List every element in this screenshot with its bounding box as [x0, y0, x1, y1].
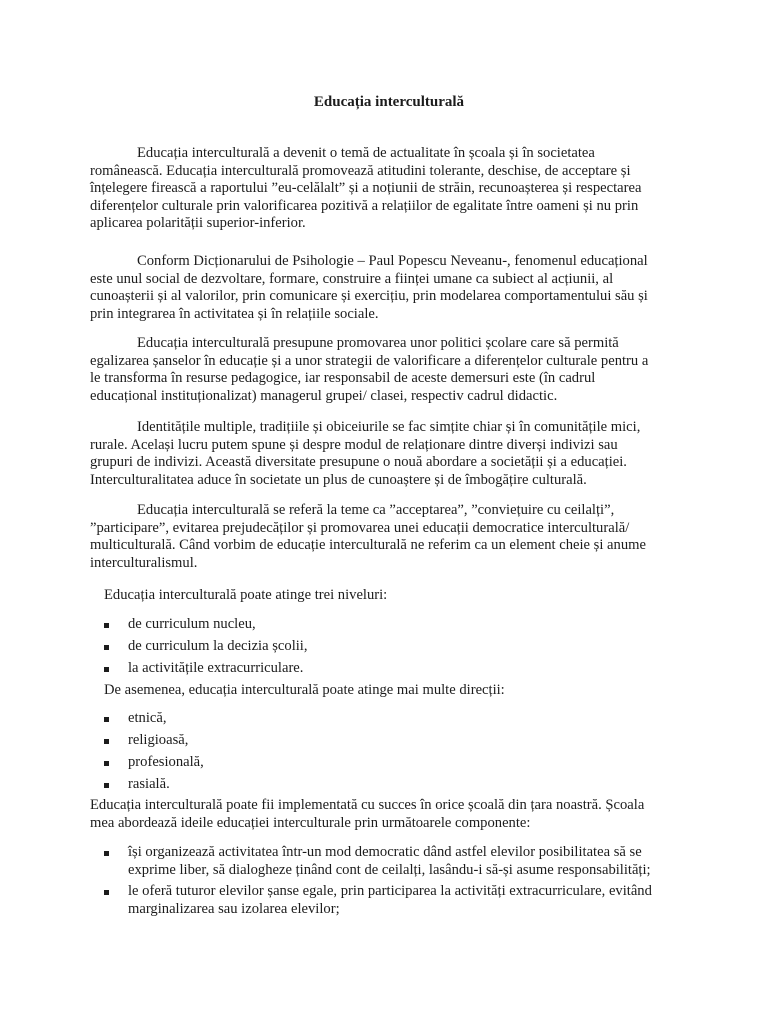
- paragraph-line: Educația interculturală se referă la teme ca ”acceptarea”, ”conviețuire cu ceilalți”,: [137, 502, 615, 518]
- bullet-square-icon: [104, 890, 109, 895]
- paragraph-line: prin integrarea în activitatea și în relațiile sociale.: [90, 305, 379, 322]
- list-item: [104, 710, 688, 732]
- paragraph-4: [90, 419, 688, 489]
- list-item: [104, 844, 688, 879]
- bullet-square-icon: [104, 717, 109, 722]
- bullet-square-icon: [104, 851, 109, 856]
- list-item-text: rasială.: [128, 776, 170, 792]
- paragraph-line: egalizarea șanselor în educație și a unor strategii de valorificare a diferențelor culturale pentru a: [90, 352, 649, 369]
- list-item-line: își organizează activitatea într-un mod democratic dând astfel elevilor posibilitatea să se: [128, 844, 642, 860]
- list-item: [104, 883, 688, 918]
- list-item-text: de curriculum la decizia școlii,: [128, 638, 308, 654]
- paragraph-line: le transforma în resurse pedagogice, iar responsabil de aceste demersuri este (în cadrul: [90, 370, 596, 387]
- paragraph-line: înțelegere firească a raportului ”eu-celălalt” și a noțiunii de străin, recunoașterea și respectarea: [90, 180, 642, 197]
- list-item-line: exprime liber, să dialogheze ținând cont de ceilalți, lasându-i să-și asume responsabilități;: [128, 861, 651, 878]
- bullet-square-icon: [104, 783, 109, 788]
- paragraph-line: educațional instituționalizat) managerul grupei/ clasei, respectiv cadrul didactic.: [90, 387, 558, 404]
- paragraph-line: Educația interculturală poate atinge trei niveluri:: [104, 587, 388, 603]
- directions-intro: [90, 682, 688, 700]
- paragraph-line: grupuri de indivizi. Această diversitate presupune o nouă abordare a societății și a educației.: [90, 454, 627, 471]
- paragraph-line: este unul social de dezvoltare, formare, construire a ființei umane ca subiect al acțiunii, al: [90, 270, 614, 287]
- paragraph-line: Educația interculturală poate fii implementată cu succes în orice școală din țara noastră. Școala: [90, 797, 645, 813]
- paragraph-1: [90, 145, 688, 233]
- paragraph-line: diferențelor culturale prin valorificarea pozitivă a relațiilor de egalitate între oameni și nu prin: [90, 197, 639, 214]
- paragraph-line: românească. Educația interculturală promovează atitudini tolerante, deschise, de acceptare și: [90, 162, 631, 179]
- paragraph-line: ”participare”, evitarea prejudecăților și promovarea unei educații democratice interculturală/: [90, 519, 630, 536]
- paragraph-line: multiculturală. Când vorbim de educație interculturală ne referim ca un element cheie și anume: [90, 537, 646, 554]
- levels-list: [104, 616, 688, 682]
- list-item: [104, 776, 688, 798]
- list-item-text: profesională,: [128, 754, 204, 770]
- paragraph-line: mea abordează ideile educației interculturale prin următoarele componente:: [90, 814, 531, 831]
- list-item-text: de curriculum nucleu,: [128, 616, 256, 632]
- directions-list: [104, 710, 688, 798]
- document-title: Educația interculturală: [313, 94, 465, 110]
- paragraph-line: rurale. Același lucru putem spune și despre modul de relaționare dintre diverși indivizi sau: [90, 436, 618, 453]
- list-item-text: religioasă,: [128, 732, 189, 748]
- components-intro: [90, 797, 688, 832]
- components-list: [104, 844, 688, 922]
- bullet-square-icon: [104, 645, 109, 650]
- list-item-line: marginalizarea sau izolarea elevilor;: [128, 900, 340, 917]
- list-item: [104, 754, 688, 776]
- list-item-text: la activitățile extracurriculare.: [128, 660, 304, 676]
- paragraph-line: Interculturalitatea aduce în societate un plus de cunoaștere și de îmbogățire culturală.: [90, 471, 587, 488]
- list-item: [104, 616, 688, 638]
- list-item: [104, 660, 688, 682]
- paragraph-line: Conform Dicționarului de Psihologie – Paul Popescu Neveanu-, fenomenul educațional: [137, 253, 648, 269]
- list-item: [104, 638, 688, 660]
- bullet-square-icon: [104, 667, 109, 672]
- bullet-square-icon: [104, 761, 109, 766]
- paragraph-line: interculturalismul.: [90, 554, 198, 571]
- paragraph-2: [90, 253, 688, 323]
- levels-intro: [90, 587, 688, 605]
- paragraph-line: Educația interculturală presupune promovarea unor politici școlare care să permită: [137, 335, 619, 351]
- paragraph-3: [90, 335, 688, 405]
- paragraph-line: Educația interculturală a devenit o temă de actualitate în școala și în societatea: [137, 145, 595, 161]
- list-item-text: etnică,: [128, 710, 167, 726]
- paragraph-line: Identitățile multiple, tradițiile și obiceiurile se fac simțite chiar și în comunitățile mici,: [137, 419, 641, 435]
- paragraph-5: [90, 502, 688, 572]
- bullet-square-icon: [104, 739, 109, 744]
- bullet-square-icon: [104, 623, 109, 628]
- list-item-line: le oferă tuturor elevilor șanse egale, prin participarea la activități extracurriculare, evitând: [128, 883, 652, 900]
- list-item: [104, 732, 688, 754]
- paragraph-line: aplicarea polarității superior-inferior.: [90, 215, 306, 232]
- paragraph-line: De asemenea, educația interculturală poate atinge mai multe direcții:: [104, 682, 505, 698]
- paragraph-line: cunoașterii și al valorilor, prin comunicare și exercițiu, prin modelarea comportamentului său și: [90, 288, 648, 305]
